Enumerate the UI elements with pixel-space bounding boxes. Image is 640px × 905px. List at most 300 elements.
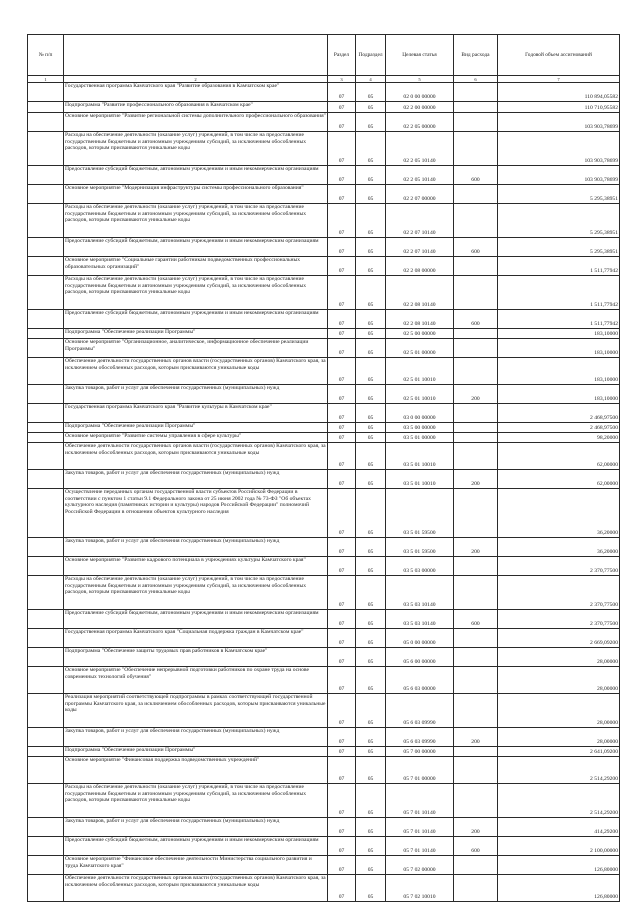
- row-podrazdel-cell: 05: [356, 329, 386, 339]
- row-razdel-cell: 07: [328, 837, 356, 856]
- row-number-cell: [28, 423, 64, 433]
- row-name-cell: Закупка товаров, работ и услуг для обеспечения государственных (муниципальных) нужд: [64, 728, 328, 747]
- row-vid-cell: [454, 629, 498, 648]
- row-name-cell: Предоставление субсидий бюджетным, автономным учреждениям и иным некоммерческим организациям: [64, 310, 328, 329]
- row-target-cell: 03 5 01 00000: [386, 433, 454, 443]
- row-podrazdel-cell: 05: [356, 576, 386, 610]
- header-amount: Годовой объем ассигнований: [498, 35, 620, 76]
- row-razdel-cell: 07: [328, 728, 356, 747]
- row-podrazdel-cell: 05: [356, 557, 386, 576]
- row-podrazdel-cell: 05: [356, 784, 386, 818]
- row-razdel-cell: 07: [328, 757, 356, 784]
- table-row: [28, 629, 620, 648]
- row-target-cell: 02 2 05 00000: [386, 113, 454, 132]
- table-row: [28, 694, 620, 728]
- row-target-cell: 03 5 03 10140: [386, 576, 454, 610]
- row-razdel-cell: 07: [328, 358, 356, 385]
- row-number-cell: [28, 433, 64, 443]
- row-amount-cell: 103 903,78699: [498, 166, 620, 185]
- table-header-row: [28, 35, 620, 76]
- row-target-cell: 05 7 00 00000: [386, 747, 454, 757]
- row-razdel-cell: 07: [328, 667, 356, 694]
- table-row: [28, 102, 620, 113]
- table-row: [28, 339, 620, 358]
- table-row: [28, 358, 620, 385]
- row-name-cell: Подпрограмма "Обеспечение защиты трудовых прав работников в Камчатском крае": [64, 648, 328, 667]
- row-name-cell: Основное мероприятие "Финансовое обеспечение деятельности Министерства социального развития и труда Камчатского края": [64, 856, 328, 875]
- row-number-cell: [28, 102, 64, 113]
- row-vid-cell: [454, 576, 498, 610]
- row-number-cell: [28, 185, 64, 204]
- row-name-cell: Основное мероприятие "Организационное, аналитическое, информационное обеспечение реализации Программы": [64, 339, 328, 358]
- row-podrazdel-cell: 05: [356, 538, 386, 557]
- table-row: [28, 837, 620, 856]
- row-amount-cell: 36,20000: [498, 538, 620, 557]
- table-row: [28, 747, 620, 757]
- row-vid-cell: [454, 404, 498, 423]
- row-razdel-cell: 07: [328, 257, 356, 276]
- row-razdel-cell: 07: [328, 83, 356, 102]
- row-name-cell: Осуществление переданных органам государственной власти субъектов Российской Федерации в соответствии с пунктом 1 статьи 9.1 Федерального закона от 25 июня 2002 года № 73-ФЗ "Об объектах культурного наследия (памятниках истории и культуры) народов Российской Федерации" полномочий Российской Федерации в отношении объектов культурного наследия: [64, 489, 328, 538]
- row-name-cell: Основное мероприятие "Социальные гарантии работникам подведомственных профессиональных образовательных организаций": [64, 257, 328, 276]
- row-number-cell: [28, 358, 64, 385]
- row-target-cell: 02 2 07 10140: [386, 238, 454, 257]
- row-target-cell: 02 2 08 00000: [386, 257, 454, 276]
- row-number-cell: [28, 837, 64, 856]
- row-name-cell: Основное мероприятие "Развитие кадрового потенциала в учреждениях культуры Камчатского края": [64, 557, 328, 576]
- row-target-cell: 02 2 07 00000: [386, 185, 454, 204]
- row-podrazdel-cell: 05: [356, 257, 386, 276]
- row-number-cell: [28, 818, 64, 837]
- index-cell: 5: [386, 76, 454, 83]
- row-target-cell: 05 0 00 00000: [386, 629, 454, 648]
- table-row: [28, 166, 620, 185]
- row-amount-cell: 2 641,09200: [498, 747, 620, 757]
- row-name-cell: Расходы на обеспечение деятельности (оказание услуг) учреждений, в том числе на предоставление государственным бюджетным и автономным учреждениям субсидий, за исключением обособленных расходов, которым присваиваются уникальные коды: [64, 204, 328, 238]
- table-row: [28, 784, 620, 818]
- row-podrazdel-cell: 05: [356, 489, 386, 538]
- row-target-cell: 03 5 01 10010: [386, 470, 454, 489]
- row-razdel-cell: 07: [328, 433, 356, 443]
- row-razdel-cell: 07: [328, 875, 356, 902]
- row-name-cell: Закупка товаров, работ и услуг для обеспечения государственных (муниципальных) нужд: [64, 818, 328, 837]
- row-razdel-cell: 07: [328, 470, 356, 489]
- row-name-cell: Государственная программа Камчатского края "Социальная поддержка граждан в Камчатском крае": [64, 629, 328, 648]
- row-target-cell: 05 7 01 10140: [386, 818, 454, 837]
- row-vid-cell: [454, 113, 498, 132]
- row-number-cell: [28, 83, 64, 102]
- row-number-cell: [28, 113, 64, 132]
- row-amount-cell: 2 468,97500: [498, 423, 620, 433]
- row-razdel-cell: 07: [328, 538, 356, 557]
- row-amount-cell: 183,10000: [498, 339, 620, 358]
- row-target-cell: 02 2 05 10140: [386, 166, 454, 185]
- row-podrazdel-cell: 05: [356, 667, 386, 694]
- row-podrazdel-cell: 05: [356, 132, 386, 166]
- row-razdel-cell: 07: [328, 648, 356, 667]
- row-vid-cell: [454, 784, 498, 818]
- table-row: [28, 443, 620, 470]
- row-vid-cell: [454, 339, 498, 358]
- row-podrazdel-cell: 05: [356, 404, 386, 423]
- row-podrazdel-cell: 05: [356, 470, 386, 489]
- index-cell: 2: [64, 76, 328, 83]
- row-target-cell: 05 6 03 09990: [386, 694, 454, 728]
- table-row: [28, 667, 620, 694]
- row-podrazdel-cell: 05: [356, 102, 386, 113]
- table-row: [28, 557, 620, 576]
- table-row: [28, 238, 620, 257]
- row-name-cell: Государственная программа Камчатского края "Развитие образования в Камчатском крае": [64, 83, 328, 102]
- row-amount-cell: 28,00000: [498, 728, 620, 747]
- table-row: [28, 433, 620, 443]
- row-amount-cell: 110 894,05582: [498, 83, 620, 102]
- row-podrazdel-cell: 05: [356, 238, 386, 257]
- row-amount-cell: 5 295,38951: [498, 238, 620, 257]
- row-amount-cell: 5 295,38951: [498, 204, 620, 238]
- row-target-cell: 03 5 03 00000: [386, 557, 454, 576]
- row-number-cell: [28, 747, 64, 757]
- row-number-cell: [28, 166, 64, 185]
- row-target-cell: 02 2 07 10140: [386, 204, 454, 238]
- table-row: [28, 423, 620, 433]
- row-number-cell: [28, 257, 64, 276]
- row-name-cell: Предоставление субсидий бюджетным, автономным учреждениям и иным некоммерческим организациям: [64, 238, 328, 257]
- row-target-cell: 03 0 00 00000: [386, 404, 454, 423]
- row-razdel-cell: 07: [328, 166, 356, 185]
- row-number-cell: [28, 728, 64, 747]
- row-name-cell: Расходы на обеспечение деятельности (оказание услуг) учреждений, в том числе на предоставление государственным бюджетным и автономным учреждениям субсидий, за исключением обособленных расходов, которым присваиваются уникальные коды: [64, 576, 328, 610]
- row-vid-cell: [454, 757, 498, 784]
- row-vid-cell: [454, 204, 498, 238]
- row-razdel-cell: 07: [328, 557, 356, 576]
- row-vid-cell: [454, 648, 498, 667]
- row-target-cell: 02 2 08 10140: [386, 276, 454, 310]
- row-name-cell: Закупка товаров, работ и услуг для обеспечения государственных (муниципальных) нужд: [64, 470, 328, 489]
- row-number-cell: [28, 276, 64, 310]
- row-amount-cell: 28,00000: [498, 648, 620, 667]
- table-row: [28, 648, 620, 667]
- row-target-cell: 02 2 05 10140: [386, 132, 454, 166]
- row-number-cell: [28, 329, 64, 339]
- row-target-cell: 03 5 01 59500: [386, 489, 454, 538]
- row-vid-cell: 200: [454, 385, 498, 404]
- row-number-cell: [28, 629, 64, 648]
- row-target-cell: 05 7 01 10140: [386, 784, 454, 818]
- row-amount-cell: 2 514,29200: [498, 757, 620, 784]
- row-podrazdel-cell: 05: [356, 747, 386, 757]
- row-amount-cell: 2 370,77500: [498, 557, 620, 576]
- row-podrazdel-cell: 05: [356, 694, 386, 728]
- row-razdel-cell: 07: [328, 629, 356, 648]
- table-row: [28, 818, 620, 837]
- row-number-cell: [28, 470, 64, 489]
- row-name-cell: Обеспечение деятельности государственных органов власти (государственных органов) Камчатского края, за исключением обособленных расходов, которым присваиваются уникальные коды: [64, 443, 328, 470]
- row-name-cell: Расходы на обеспечение деятельности (оказание услуг) учреждений, в том числе на предоставление государственным бюджетным и автономным учреждениям субсидий, за исключением обособленных расходов, которым присваиваются уникальные коды: [64, 784, 328, 818]
- table-row: [28, 728, 620, 747]
- row-number-cell: [28, 204, 64, 238]
- row-podrazdel-cell: 05: [356, 610, 386, 629]
- row-number-cell: [28, 667, 64, 694]
- row-amount-cell: 183,10000: [498, 358, 620, 385]
- row-target-cell: 02 0 00 00000: [386, 83, 454, 102]
- table-row: [28, 489, 620, 538]
- header-num: № п/п: [28, 35, 64, 76]
- row-amount-cell: 110 710,95582: [498, 102, 620, 113]
- index-cell: 3: [328, 76, 356, 83]
- header-razdel: Раздел: [328, 35, 356, 76]
- row-amount-cell: 1 511,77942: [498, 257, 620, 276]
- row-name-cell: Предоставление субсидий бюджетным, автономным учреждениям и иным некоммерческим организациям: [64, 837, 328, 856]
- row-razdel-cell: 07: [328, 747, 356, 757]
- row-number-cell: [28, 339, 64, 358]
- row-amount-cell: 2 100,00000: [498, 837, 620, 856]
- row-target-cell: 02 5 01 10010: [386, 358, 454, 385]
- row-amount-cell: 28,00000: [498, 694, 620, 728]
- row-vid-cell: [454, 83, 498, 102]
- row-podrazdel-cell: 05: [356, 423, 386, 433]
- row-podrazdel-cell: 05: [356, 166, 386, 185]
- header-target: Целевая статья: [386, 35, 454, 76]
- row-target-cell: 03 5 00 00000: [386, 423, 454, 433]
- row-razdel-cell: 07: [328, 610, 356, 629]
- row-podrazdel-cell: 05: [356, 204, 386, 238]
- row-name-cell: Предоставление субсидий бюджетным, автономным учреждениям и иным некоммерческим организациям: [64, 166, 328, 185]
- row-vid-cell: [454, 747, 498, 757]
- row-vid-cell: 200: [454, 728, 498, 747]
- row-name-cell: Основное мероприятие "Модернизация инфраструктуры системы профессионального образования": [64, 185, 328, 204]
- row-podrazdel-cell: 05: [356, 856, 386, 875]
- row-razdel-cell: 07: [328, 132, 356, 166]
- row-razdel-cell: 07: [328, 329, 356, 339]
- row-vid-cell: [454, 329, 498, 339]
- column-index-row: [28, 76, 620, 83]
- row-podrazdel-cell: 05: [356, 433, 386, 443]
- row-vid-cell: [454, 257, 498, 276]
- row-vid-cell: [454, 185, 498, 204]
- row-razdel-cell: 07: [328, 489, 356, 538]
- row-razdel-cell: 07: [328, 423, 356, 433]
- row-name-cell: Подпрограмма "Развитие профессионального образования в Камчатском крае": [64, 102, 328, 113]
- row-number-cell: [28, 557, 64, 576]
- row-target-cell: 03 5 01 10010: [386, 443, 454, 470]
- row-number-cell: [28, 538, 64, 557]
- row-amount-cell: 2 468,97500: [498, 404, 620, 423]
- row-amount-cell: 1 511,77942: [498, 276, 620, 310]
- table-row: [28, 132, 620, 166]
- row-number-cell: [28, 757, 64, 784]
- row-amount-cell: 2 370,77500: [498, 610, 620, 629]
- row-name-cell: Основное мероприятие "Развитие региональной системы дополнительного профессионального образования": [64, 113, 328, 132]
- row-number-cell: [28, 610, 64, 629]
- row-vid-cell: 200: [454, 538, 498, 557]
- row-razdel-cell: 07: [328, 113, 356, 132]
- row-name-cell: Закупка товаров, работ и услуг для обеспечения государственных (муниципальных) нужд: [64, 385, 328, 404]
- row-target-cell: 03 5 01 59500: [386, 538, 454, 557]
- row-amount-cell: 183,10000: [498, 385, 620, 404]
- index-cell: 6: [454, 76, 498, 83]
- row-number-cell: [28, 784, 64, 818]
- row-podrazdel-cell: 05: [356, 818, 386, 837]
- row-vid-cell: [454, 433, 498, 443]
- row-name-cell: Основное мероприятие "Развитие системы управления в сфере культуры": [64, 433, 328, 443]
- header-name: [64, 35, 328, 76]
- header-podrazdel: Подраздел: [356, 35, 386, 76]
- row-amount-cell: 62,00000: [498, 443, 620, 470]
- table-row: [28, 276, 620, 310]
- row-target-cell: 02 2 08 10140: [386, 310, 454, 329]
- row-number-cell: [28, 132, 64, 166]
- row-razdel-cell: 07: [328, 204, 356, 238]
- row-number-cell: [28, 310, 64, 329]
- row-razdel-cell: 07: [328, 339, 356, 358]
- row-target-cell: 05 6 00 00000: [386, 648, 454, 667]
- row-target-cell: 02 5 01 00000: [386, 339, 454, 358]
- row-target-cell: 05 7 01 10140: [386, 837, 454, 856]
- row-podrazdel-cell: 05: [356, 358, 386, 385]
- row-amount-cell: 98,20000: [498, 433, 620, 443]
- row-amount-cell: 2 514,29200: [498, 784, 620, 818]
- row-razdel-cell: 07: [328, 310, 356, 329]
- row-podrazdel-cell: 05: [356, 629, 386, 648]
- row-vid-cell: 200: [454, 818, 498, 837]
- row-name-cell: Подпрограмма "Обеспечение реализации Программы": [64, 329, 328, 339]
- row-target-cell: 05 6 03 00000: [386, 667, 454, 694]
- row-number-cell: [28, 443, 64, 470]
- row-vid-cell: [454, 667, 498, 694]
- row-podrazdel-cell: 05: [356, 185, 386, 204]
- row-razdel-cell: 07: [328, 694, 356, 728]
- row-vid-cell: 600: [454, 837, 498, 856]
- table-body: [28, 83, 620, 902]
- row-amount-cell: 62,00000: [498, 470, 620, 489]
- row-razdel-cell: 07: [328, 102, 356, 113]
- table-row: [28, 329, 620, 339]
- row-target-cell: 05 7 02 00000: [386, 856, 454, 875]
- table-row: [28, 257, 620, 276]
- row-razdel-cell: 07: [328, 276, 356, 310]
- row-vid-cell: 600: [454, 166, 498, 185]
- table-row: [28, 470, 620, 489]
- budget-table: [27, 34, 620, 902]
- row-number-cell: [28, 489, 64, 538]
- row-razdel-cell: 07: [328, 385, 356, 404]
- row-vid-cell: 600: [454, 238, 498, 257]
- row-vid-cell: [454, 132, 498, 166]
- row-target-cell: 02 5 00 00000: [386, 329, 454, 339]
- row-number-cell: [28, 648, 64, 667]
- row-razdel-cell: 07: [328, 784, 356, 818]
- row-name-cell: Подпрограмма "Обеспечение реализации Программы": [64, 747, 328, 757]
- row-amount-cell: 126,80000: [498, 875, 620, 902]
- row-name-cell: Основное мероприятие "Финансовая поддержка подведомственных учреждений": [64, 757, 328, 784]
- row-amount-cell: 1 511,77942: [498, 310, 620, 329]
- row-podrazdel-cell: 05: [356, 757, 386, 784]
- row-target-cell: 05 7 01 00000: [386, 757, 454, 784]
- table-row: [28, 875, 620, 902]
- table-row: [28, 83, 620, 102]
- row-amount-cell: 2 669,09200: [498, 629, 620, 648]
- table-row: [28, 204, 620, 238]
- row-vid-cell: [454, 694, 498, 728]
- index-cell: 7: [498, 76, 620, 83]
- row-razdel-cell: 07: [328, 818, 356, 837]
- row-razdel-cell: 07: [328, 404, 356, 423]
- row-vid-cell: [454, 443, 498, 470]
- row-vid-cell: [454, 557, 498, 576]
- row-podrazdel-cell: 05: [356, 837, 386, 856]
- row-podrazdel-cell: 05: [356, 728, 386, 747]
- row-vid-cell: [454, 358, 498, 385]
- row-name-cell: Основное мероприятие "Обеспечение непрерывной подготовки работников по охране труда на основе современных технологий обучения": [64, 667, 328, 694]
- row-name-cell: Государственная программа Камчатского края "Развитие культуры в Камчатском крае": [64, 404, 328, 423]
- table-row: [28, 538, 620, 557]
- row-name-cell: Расходы на обеспечение деятельности (оказание услуг) учреждений, в том числе на предоставление государственным бюджетным и автономным учреждениям субсидий, за исключением обособленных расходов, которым присваиваются уникальные коды: [64, 132, 328, 166]
- row-target-cell: 02 5 01 10010: [386, 385, 454, 404]
- row-number-cell: [28, 576, 64, 610]
- row-number-cell: [28, 238, 64, 257]
- row-number-cell: [28, 875, 64, 902]
- row-razdel-cell: 07: [328, 238, 356, 257]
- row-podrazdel-cell: 05: [356, 443, 386, 470]
- row-number-cell: [28, 404, 64, 423]
- row-razdel-cell: 07: [328, 185, 356, 204]
- table-row: [28, 185, 620, 204]
- table-row: [28, 856, 620, 875]
- row-razdel-cell: 07: [328, 856, 356, 875]
- row-target-cell: 02 2 00 00000: [386, 102, 454, 113]
- row-target-cell: 05 7 02 10010: [386, 875, 454, 902]
- row-amount-cell: 183,10000: [498, 329, 620, 339]
- row-amount-cell: 414,29200: [498, 818, 620, 837]
- table-row: [28, 385, 620, 404]
- row-podrazdel-cell: 05: [356, 310, 386, 329]
- row-vid-cell: 200: [454, 470, 498, 489]
- row-name-cell: Обеспечение деятельности государственных органов власти (государственных органов) Камчатского края, за исключением обособленных расходов, которым присваиваются уникальные коды: [64, 358, 328, 385]
- row-podrazdel-cell: 05: [356, 83, 386, 102]
- row-amount-cell: 28,00000: [498, 667, 620, 694]
- row-vid-cell: [454, 856, 498, 875]
- index-cell: 4: [356, 76, 386, 83]
- row-name-cell: Подпрограмма "Обеспечение реализации Программы": [64, 423, 328, 433]
- row-amount-cell: 5 295,38951: [498, 185, 620, 204]
- row-amount-cell: 126,80000: [498, 856, 620, 875]
- row-amount-cell: 36,20000: [498, 489, 620, 538]
- row-name-cell: Закупка товаров, работ и услуг для обеспечения государственных (муниципальных) нужд: [64, 538, 328, 557]
- row-name-cell: Предоставление субсидий бюджетным, автономным учреждениям и иным некоммерческим организациям: [64, 610, 328, 629]
- row-vid-cell: [454, 489, 498, 538]
- row-name-cell: Обеспечение деятельности государственных органов власти (государственных органов) Камчатского края, за исключением обособленных расходов, которым присваиваются уникальные коды: [64, 875, 328, 902]
- row-podrazdel-cell: 05: [356, 339, 386, 358]
- table-row: [28, 757, 620, 784]
- row-amount-cell: 2 370,77500: [498, 576, 620, 610]
- row-vid-cell: [454, 276, 498, 310]
- index-cell: 1: [28, 76, 64, 83]
- row-target-cell: 03 5 03 10140: [386, 610, 454, 629]
- row-podrazdel-cell: 05: [356, 276, 386, 310]
- row-number-cell: [28, 856, 64, 875]
- table-row: [28, 404, 620, 423]
- row-razdel-cell: 07: [328, 443, 356, 470]
- row-podrazdel-cell: 05: [356, 875, 386, 902]
- table-row: [28, 113, 620, 132]
- row-vid-cell: 600: [454, 310, 498, 329]
- row-podrazdel-cell: 05: [356, 385, 386, 404]
- row-podrazdel-cell: 05: [356, 113, 386, 132]
- row-name-cell: Реализация мероприятий соответствующей подпрограммы в рамках соответствующей государственной программы Камчатского края, за исключением обособленных расходов, которым присваиваются уникальные коды: [64, 694, 328, 728]
- table-row: [28, 610, 620, 629]
- header-vid: Вид расхода: [454, 35, 498, 76]
